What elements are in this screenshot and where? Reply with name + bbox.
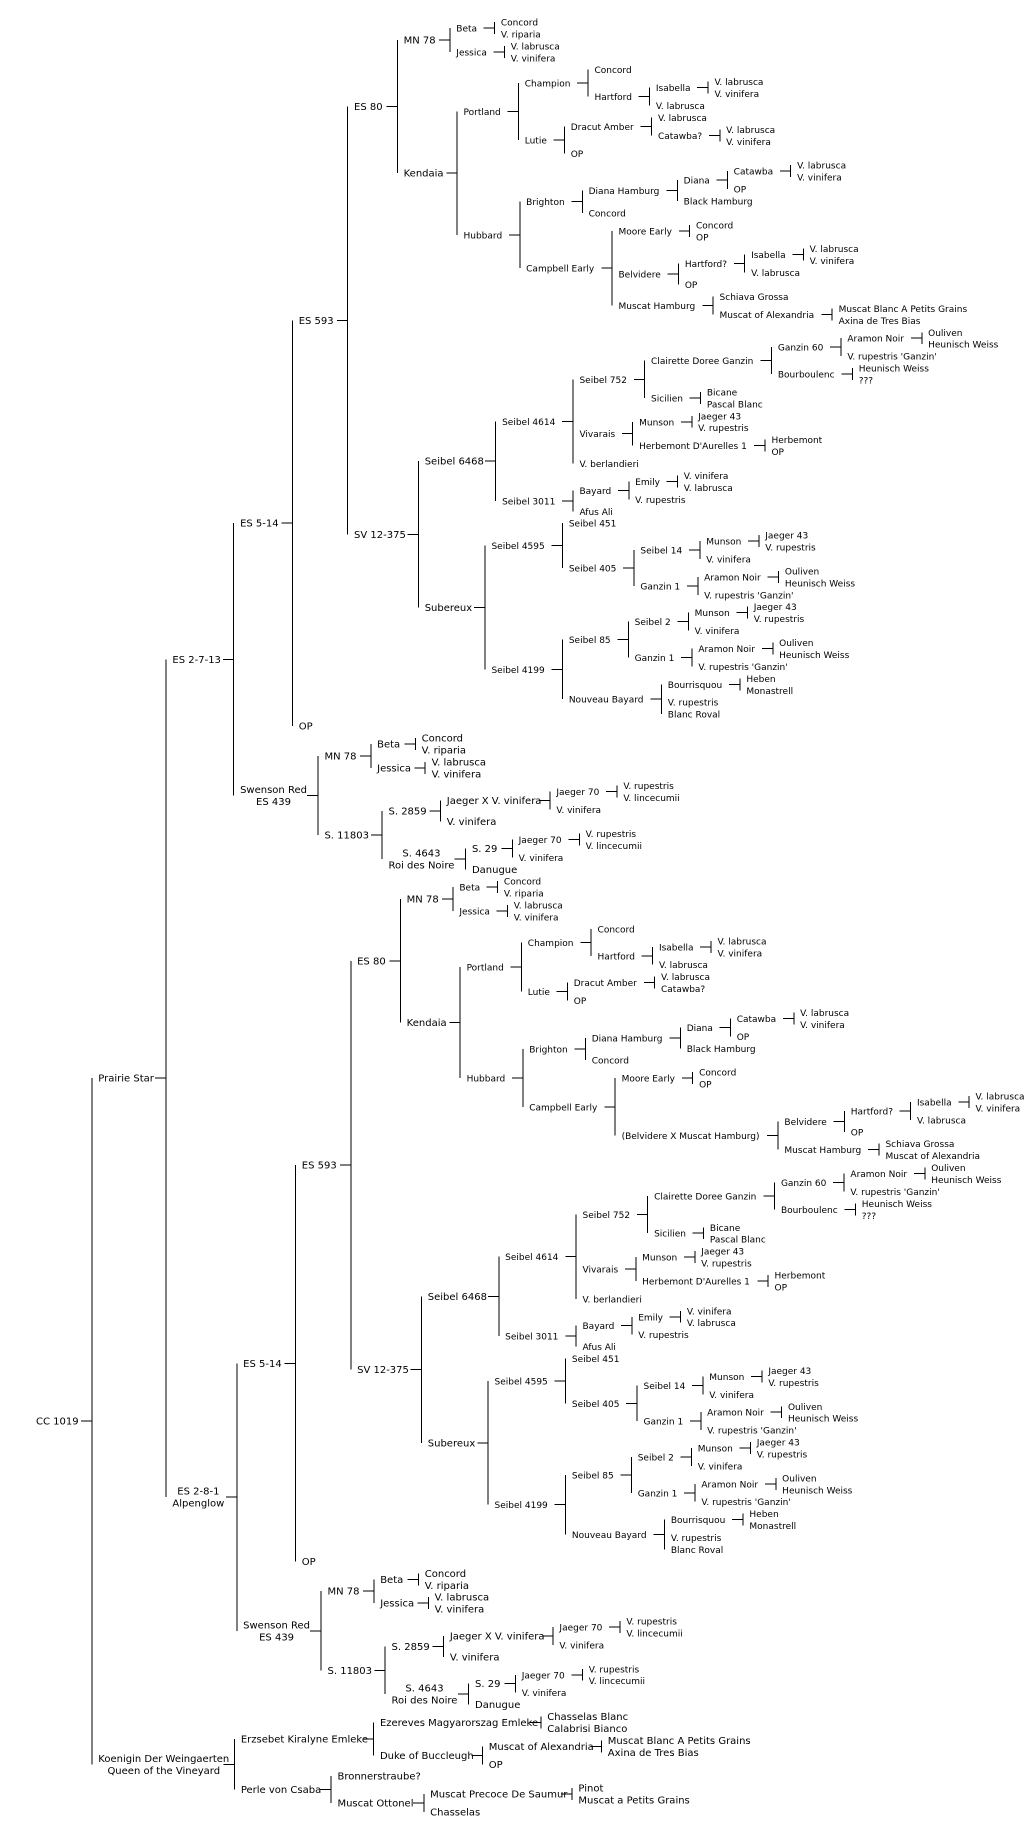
node-seibel-405: Seibel 405 bbox=[571, 1399, 620, 1410]
node-v-labrusca: V. labrusca bbox=[434, 1592, 490, 1604]
node-herbemont-d-aurelles-1: Herbemont D'Aurelles 1 bbox=[642, 1277, 750, 1288]
node-munson: Munson bbox=[694, 609, 730, 620]
node-v-vinifera: V. vinifera bbox=[975, 1104, 1021, 1115]
node-v-labrusca: V. labrusca bbox=[658, 961, 708, 972]
node-bourrisquou: Bourrisquou bbox=[670, 1516, 726, 1527]
node-nouveau-bayard: Nouveau Bayard bbox=[568, 695, 644, 706]
node-dracut-amber: Dracut Amber bbox=[570, 122, 634, 133]
node-champion: Champion bbox=[527, 938, 574, 949]
node-jaeger-43: Jaeger 43 bbox=[701, 1247, 745, 1258]
node-munson: Munson bbox=[709, 1372, 745, 1383]
node-hubbard: Hubbard bbox=[463, 231, 503, 242]
node-concord: Concord bbox=[594, 66, 632, 77]
node-mn-78: MN 78 bbox=[327, 1586, 360, 1598]
node-v-rupestris: V. rupestris bbox=[765, 543, 816, 554]
node-v-labrusca: V. labrusca bbox=[726, 125, 776, 136]
node-v-rupestris-ganzin: V. rupestris 'Ganzin' bbox=[847, 352, 937, 363]
node-jessica: Jessica bbox=[377, 763, 412, 775]
node-danugue: Danugue bbox=[471, 864, 518, 876]
node-seibel-14: Seibel 14 bbox=[640, 546, 683, 557]
node-v-labrusca: V. labrusca bbox=[800, 1008, 850, 1019]
node-v-vinifera: V. vinifera bbox=[797, 173, 842, 184]
node-concord: Concord bbox=[597, 925, 635, 936]
node-v-rupestris-ganzin: V. rupestris 'Ganzin' bbox=[701, 1498, 791, 1509]
node-aramon-noir: Aramon Noir bbox=[698, 645, 755, 655]
node-emily: Emily bbox=[638, 1313, 663, 1324]
node-v-labrusca: V. labrusca bbox=[975, 1092, 1025, 1103]
node-pascal-blanc: Pascal Blanc bbox=[709, 1235, 766, 1246]
node-hartford: Hartford bbox=[594, 93, 632, 104]
node-s-2859: S. 2859 bbox=[391, 1641, 430, 1653]
node-lutie: Lutie bbox=[524, 136, 547, 147]
node-op: OP bbox=[736, 1032, 750, 1043]
node-v-lincecumii: V. lincecumii bbox=[623, 794, 680, 805]
node-heunisch-weiss: Heunisch Weiss bbox=[861, 1199, 932, 1210]
node-herbemont: Herbemont bbox=[774, 1271, 826, 1282]
node-swenson-red-es-439: Swenson Red ES 439 bbox=[240, 784, 307, 808]
node-catawba: Catawba? bbox=[661, 985, 706, 996]
node-bourboulenc: Bourboulenc bbox=[777, 370, 835, 381]
node-v-vinifera: V. vinifera bbox=[717, 949, 763, 960]
node-black-hamburg: Black Hamburg bbox=[686, 1044, 756, 1055]
node-axina-de-tres-bias: Axina de Tres Bias bbox=[838, 316, 921, 327]
node-v-labrusca: V. labrusca bbox=[513, 901, 563, 912]
node-bourrisquou: Bourrisquou bbox=[667, 680, 723, 691]
node-munson: Munson bbox=[642, 1253, 678, 1264]
node-op: OP bbox=[570, 149, 584, 160]
node-isabella: Isabella bbox=[916, 1098, 952, 1109]
node-v-rupestris: V. rupestris bbox=[753, 615, 805, 626]
node-sv-12-375: SV 12-375 bbox=[354, 529, 406, 541]
node-swenson-red-es-439: Swenson Red ES 439 bbox=[243, 1620, 311, 1644]
node-concord: Concord bbox=[588, 209, 626, 220]
node-concord: Concord bbox=[696, 221, 734, 232]
node-concord: Concord bbox=[424, 1568, 467, 1580]
node-ganzin-60: Ganzin 60 bbox=[777, 343, 824, 354]
node-campbell-early: Campbell Early bbox=[529, 1103, 598, 1114]
node-catawba: Catawba bbox=[736, 1014, 777, 1025]
node-v-labrusca: V. labrusca bbox=[714, 78, 764, 89]
node-heben: Heben bbox=[746, 674, 776, 685]
node-clairette-doree-ganzin: Clairette Doree Ganzin bbox=[651, 357, 754, 368]
node-v-vinifera: V. vinifera bbox=[559, 1641, 605, 1652]
node-axina-de-tres-bias: Axina de Tres Bias bbox=[607, 1747, 699, 1759]
node-muscat-blanc-a-petits-grains: Muscat Blanc A Petits Grains bbox=[607, 1735, 751, 1747]
node-ouliven: Ouliven bbox=[782, 1474, 817, 1485]
node-v-vinifera: V. vinifera bbox=[556, 806, 602, 817]
node-herbemont: Herbemont bbox=[771, 436, 823, 447]
node-v-labrusca: V. labrusca bbox=[717, 937, 767, 948]
node-afus-ali: Afus Ali bbox=[582, 1343, 616, 1354]
node-concord: Concord bbox=[500, 18, 539, 29]
node-seibel-4199: Seibel 4199 bbox=[491, 665, 545, 676]
node-v-labrusca: V. labrusca bbox=[916, 1116, 966, 1127]
node-v-riparia: V. riparia bbox=[424, 1580, 470, 1592]
node-v-lincecumii: V. lincecumii bbox=[585, 841, 642, 852]
node-hubbard: Hubbard bbox=[466, 1074, 506, 1085]
node-seibel-2: Seibel 2 bbox=[634, 618, 671, 629]
node-seibel-6468: Seibel 6468 bbox=[424, 456, 484, 468]
node-muscat-of-alexandria: Muscat of Alexandria bbox=[885, 1152, 981, 1163]
node-hartford: Hartford bbox=[597, 952, 635, 963]
node-clairette-doree-ganzin: Clairette Doree Ganzin bbox=[654, 1192, 757, 1203]
node-munson: Munson bbox=[706, 537, 742, 548]
node-jaeger-x-v-vinifera: Jaeger X V. vinifera bbox=[446, 796, 542, 808]
node-jaeger-70: Jaeger 70 bbox=[518, 835, 562, 846]
node-muscat-of-alexandria: Muscat of Alexandria bbox=[719, 310, 815, 321]
node-bourboulenc: Bourboulenc bbox=[780, 1205, 838, 1216]
node-chasselas: Chasselas bbox=[430, 1807, 481, 1819]
node-muscat-ottonel: Muscat Ottonel bbox=[337, 1798, 414, 1810]
node-v-vinifera: V. vinifera bbox=[697, 1462, 743, 1473]
node-v-vinifera: V. vinifera bbox=[431, 769, 482, 781]
node-herbemont-d-aurelles-1: Herbemont D'Aurelles 1 bbox=[639, 442, 747, 453]
node-jaeger-43: Jaeger 43 bbox=[756, 1438, 800, 1449]
node-v-vinifera: V. vinifera bbox=[449, 1652, 500, 1664]
node-ouliven: Ouliven bbox=[787, 1402, 823, 1413]
node-op: OP bbox=[298, 721, 313, 733]
node-jaeger-43: Jaeger 43 bbox=[698, 412, 742, 423]
node-v-rupestris: V. rupestris bbox=[670, 1534, 722, 1545]
node-aramon-noir: Aramon Noir bbox=[701, 1480, 759, 1491]
node-mn-78: MN 78 bbox=[406, 894, 439, 906]
node-v-vinifera: V. vinifera bbox=[521, 1689, 567, 1700]
node-jaeger-43: Jaeger 43 bbox=[765, 531, 809, 542]
node-es-5-14: ES 5-14 bbox=[243, 1358, 282, 1370]
node-v-labrusca: V. labrusca bbox=[431, 757, 487, 769]
node-v-labrusca: V. labrusca bbox=[510, 42, 560, 53]
node-s-4643-roi-des-noire: S. 4643 Roi des Noire bbox=[388, 848, 455, 872]
node-heunisch-weiss: Heunisch Weiss bbox=[787, 1414, 859, 1425]
node-v-rupestris: V. rupestris bbox=[638, 1331, 689, 1342]
node-ezereves-magyarorszag-emleke: Ezereves Magyarorszag Emleke bbox=[379, 1718, 539, 1729]
node-node: ??? bbox=[861, 1211, 877, 1222]
node-schiava-grossa: Schiava Grossa bbox=[719, 292, 789, 303]
node-v-labrusca: V. labrusca bbox=[751, 269, 801, 280]
node-sv-12-375: SV 12-375 bbox=[357, 1365, 409, 1377]
node-jaeger-43: Jaeger 43 bbox=[768, 1366, 812, 1377]
node-seibel-4614: Seibel 4614 bbox=[502, 417, 556, 428]
node-v-rupestris: V. rupestris bbox=[756, 1450, 808, 1461]
node-v-berlandieri: V. berlandieri bbox=[582, 1295, 642, 1306]
node-es-593: ES 593 bbox=[301, 1160, 337, 1172]
node-seibel-451: Seibel 451 bbox=[568, 519, 617, 530]
node-isabella: Isabella bbox=[655, 84, 691, 95]
node-concord: Concord bbox=[503, 877, 542, 888]
node-monastrell: Monastrell bbox=[749, 1522, 797, 1533]
node-sicilien: Sicilien bbox=[654, 1229, 687, 1240]
node-jaeger-x-v-vinifera: Jaeger X V. vinifera bbox=[449, 1631, 545, 1643]
node-op: OP bbox=[771, 448, 784, 459]
node-emily: Emily bbox=[635, 477, 660, 488]
node-v-rupestris: V. rupestris bbox=[768, 1378, 819, 1389]
node-op: OP bbox=[488, 1759, 503, 1771]
node-op: OP bbox=[684, 281, 698, 292]
node-op: OP bbox=[774, 1283, 788, 1294]
node-bicane: Bicane bbox=[706, 388, 738, 399]
node-ganzin-1: Ganzin 1 bbox=[637, 1489, 678, 1500]
node-isabella: Isabella bbox=[751, 251, 786, 262]
node-chasselas-blanc: Chasselas Blanc bbox=[547, 1712, 629, 1724]
node-v-riparia: V. riparia bbox=[500, 30, 541, 41]
node-es-5-14: ES 5-14 bbox=[240, 518, 279, 530]
node-es-593: ES 593 bbox=[298, 315, 334, 327]
node-moore-early: Moore Early bbox=[621, 1074, 675, 1085]
node-v-rupestris-ganzin: V. rupestris 'Ganzin' bbox=[850, 1187, 940, 1198]
node-v-rupestris: V. rupestris bbox=[626, 1617, 677, 1628]
node-beta: Beta bbox=[377, 739, 401, 751]
node-s-29: S. 29 bbox=[471, 843, 498, 855]
node-aramon-noir: Aramon Noir bbox=[707, 1408, 764, 1419]
node-prairie-star: Prairie Star bbox=[98, 1073, 154, 1085]
node-black-hamburg: Black Hamburg bbox=[683, 197, 753, 208]
node-beta: Beta bbox=[459, 883, 481, 894]
node-s-11803: S. 11803 bbox=[324, 830, 369, 842]
node-v-rupestris: V. rupestris bbox=[635, 495, 686, 506]
node-munson: Munson bbox=[639, 418, 675, 429]
node-v-lincecumii: V. lincecumii bbox=[588, 1677, 646, 1688]
node-muscat-blanc-a-petits-grains: Muscat Blanc A Petits Grains bbox=[838, 304, 968, 315]
node-op: OP bbox=[573, 997, 587, 1008]
node-heunisch-weiss: Heunisch Weiss bbox=[931, 1176, 1002, 1187]
node-seibel-4595: Seibel 4595 bbox=[491, 542, 545, 553]
node-portland: Portland bbox=[463, 108, 501, 118]
node-muscat-precoce-de-saumur: Muscat Precoce De Saumur bbox=[430, 1789, 568, 1801]
node-diana-hamburg: Diana Hamburg bbox=[591, 1034, 663, 1045]
node-v-vinifera: V. vinifera bbox=[726, 137, 771, 148]
node-v-vinifera: V. vinifera bbox=[694, 627, 740, 638]
node-belvidere: Belvidere bbox=[618, 270, 661, 281]
node-seibel-4614: Seibel 4614 bbox=[505, 1253, 559, 1264]
node-node: ??? bbox=[858, 376, 874, 387]
node-ganzin-60: Ganzin 60 bbox=[780, 1179, 827, 1190]
node-v-labrusca: V. labrusca bbox=[655, 102, 705, 113]
node-aramon-noir: Aramon Noir bbox=[847, 334, 905, 345]
node-heunisch-weiss: Heunisch Weiss bbox=[779, 650, 850, 661]
node-monastrell: Monastrell bbox=[746, 686, 794, 697]
node-vivarais: Vivarais bbox=[579, 430, 616, 441]
node-kendaia: Kendaia bbox=[403, 168, 444, 180]
node-s-2859: S. 2859 bbox=[388, 806, 427, 818]
node-duke-of-buccleugh: Duke of Buccleugh bbox=[379, 1750, 474, 1762]
node-heunisch-weiss: Heunisch Weiss bbox=[858, 364, 929, 375]
node-muscat-hamburg: Muscat Hamburg bbox=[618, 301, 696, 312]
node-v-vinifera: V. vinifera bbox=[510, 54, 556, 65]
node-v-rupestris-ganzin: V. rupestris 'Ganzin' bbox=[707, 1426, 797, 1437]
node-isabella: Isabella bbox=[658, 943, 694, 954]
node-seibel-4595: Seibel 4595 bbox=[494, 1377, 548, 1388]
node-v-rupestris: V. rupestris bbox=[698, 424, 749, 435]
node-v-riparia: V. riparia bbox=[503, 889, 544, 900]
node-moore-early: Moore Early bbox=[618, 227, 672, 238]
node-nouveau-bayard: Nouveau Bayard bbox=[571, 1531, 647, 1542]
node-concord: Concord bbox=[699, 1068, 737, 1079]
node-perle-von-csaba: Perle von Csaba bbox=[240, 1785, 322, 1797]
node-mn-78: MN 78 bbox=[403, 35, 436, 47]
node-v-vinifera: V. vinifera bbox=[434, 1604, 485, 1616]
node-v-rupestris: V. rupestris bbox=[667, 698, 719, 709]
node-afus-ali: Afus Ali bbox=[579, 507, 613, 518]
node-v-vinifera: V. vinifera bbox=[714, 90, 760, 101]
node-es-80: ES 80 bbox=[357, 956, 386, 968]
node-ouliven: Ouliven bbox=[779, 639, 814, 650]
node-seibel-752: Seibel 752 bbox=[582, 1211, 631, 1222]
node-op: OP bbox=[733, 185, 747, 196]
node-bayard: Bayard bbox=[582, 1322, 615, 1333]
node-muscat-a-petits-grains: Muscat a Petits Grains bbox=[578, 1795, 690, 1807]
node-es-2-8-1-alpenglow: ES 2-8-1 Alpenglow bbox=[172, 1486, 225, 1510]
node-koenigin-der-weingaerten-queen-of-the-vineyard: Koenigin Der Weingaerten Queen of the Vineyard bbox=[98, 1753, 230, 1777]
node-munson: Munson bbox=[697, 1444, 733, 1455]
node-seibel-3011: Seibel 3011 bbox=[505, 1332, 559, 1343]
node-s-4643-roi-des-noire: S. 4643 Roi des Noire bbox=[391, 1683, 458, 1707]
node-ganzin-1: Ganzin 1 bbox=[640, 582, 681, 593]
node-heben: Heben bbox=[749, 1510, 779, 1521]
node-v-vinifera: V. vinifera bbox=[686, 1307, 732, 1318]
node-seibel-2: Seibel 2 bbox=[637, 1453, 674, 1464]
node-v-labrusca: V. labrusca bbox=[809, 245, 859, 256]
node-calabrisi-bianco: Calabrisi Bianco bbox=[547, 1723, 628, 1735]
node-subereux: Subereux bbox=[424, 602, 473, 614]
node-diana: Diana bbox=[683, 176, 710, 187]
node-blanc-roval: Blanc Roval bbox=[667, 710, 721, 721]
node-diana-hamburg: Diana Hamburg bbox=[588, 187, 660, 198]
node-erzsebet-kiralyne-emleke: Erzsebet Kiralyne Emleke bbox=[240, 1734, 369, 1746]
node-ouliven: Ouliven bbox=[928, 328, 963, 339]
node-v-vinifera: V. vinifera bbox=[800, 1020, 845, 1031]
node-v-labrusca: V. labrusca bbox=[661, 973, 711, 984]
node-jaeger-70: Jaeger 70 bbox=[559, 1623, 603, 1634]
node-ouliven: Ouliven bbox=[784, 567, 820, 578]
node-belvidere-x-muscat-hamburg: (Belvidere X Muscat Hamburg) bbox=[621, 1132, 760, 1143]
node-pascal-blanc: Pascal Blanc bbox=[706, 400, 763, 411]
node-bronnerstraube: Bronnerstraube? bbox=[337, 1771, 421, 1783]
node-seibel-85: Seibel 85 bbox=[568, 636, 611, 647]
node-jessica: Jessica bbox=[459, 907, 490, 918]
node-beta: Beta bbox=[380, 1574, 404, 1586]
node-v-labrusca: V. labrusca bbox=[686, 1319, 736, 1330]
node-schiava-grossa: Schiava Grossa bbox=[885, 1140, 955, 1151]
node-seibel-14: Seibel 14 bbox=[643, 1381, 686, 1392]
node-concord: Concord bbox=[421, 733, 464, 745]
node-hartford: Hartford? bbox=[850, 1107, 893, 1118]
node-vivarais: Vivarais bbox=[582, 1265, 619, 1276]
node-muscat-of-alexandria: Muscat of Alexandria bbox=[488, 1741, 594, 1753]
node-aramon-noir: Aramon Noir bbox=[704, 573, 761, 584]
node-dracut-amber: Dracut Amber bbox=[573, 979, 637, 990]
node-portland: Portland bbox=[466, 963, 504, 974]
node-jaeger-70: Jaeger 70 bbox=[556, 788, 600, 799]
node-v-rupestris: V. rupestris bbox=[588, 1665, 640, 1676]
node-v-berlandieri: V. berlandieri bbox=[579, 460, 639, 471]
node-brighton: Brighton bbox=[526, 198, 565, 209]
node-es-2-7-13: ES 2-7-13 bbox=[172, 654, 221, 666]
node-ganzin-1: Ganzin 1 bbox=[643, 1417, 684, 1428]
node-blanc-roval: Blanc Roval bbox=[670, 1545, 724, 1556]
node-v-rupestris: V. rupestris bbox=[623, 782, 674, 793]
node-v-riparia: V. riparia bbox=[421, 745, 466, 757]
node-bicane: Bicane bbox=[709, 1223, 741, 1234]
node-v-vinifera: V. vinifera bbox=[809, 257, 855, 268]
node-ganzin-1: Ganzin 1 bbox=[634, 653, 675, 664]
node-v-vinifera: V. vinifera bbox=[709, 1390, 754, 1401]
node-v-labrusca: V. labrusca bbox=[797, 161, 847, 172]
node-seibel-451: Seibel 451 bbox=[571, 1355, 620, 1366]
node-jaeger-43: Jaeger 43 bbox=[753, 603, 797, 614]
node-brighton: Brighton bbox=[529, 1045, 568, 1056]
node-heunisch-weiss: Heunisch Weiss bbox=[928, 340, 999, 351]
node-lutie: Lutie bbox=[527, 988, 550, 999]
node-campbell-early: Campbell Early bbox=[526, 264, 595, 275]
node-muscat-hamburg: Muscat Hamburg bbox=[784, 1146, 862, 1157]
node-belvidere: Belvidere bbox=[784, 1117, 827, 1128]
node-v-vinifera: V. vinifera bbox=[446, 817, 497, 829]
node-heunisch-weiss: Heunisch Weiss bbox=[784, 579, 856, 590]
node-catawba: Catawba bbox=[733, 167, 774, 178]
node-pinot: Pinot bbox=[578, 1783, 604, 1795]
node-v-rupestris: V. rupestris bbox=[701, 1259, 752, 1270]
node-catawba: Catawba? bbox=[657, 131, 703, 142]
node-v-vinifera: V. vinifera bbox=[683, 471, 729, 482]
node-seibel-4199: Seibel 4199 bbox=[494, 1501, 548, 1512]
node-mn-78: MN 78 bbox=[324, 751, 357, 763]
node-jessica: Jessica bbox=[456, 48, 487, 59]
node-seibel-405: Seibel 405 bbox=[568, 564, 617, 575]
node-seibel-6468: Seibel 6468 bbox=[427, 1291, 487, 1303]
node-sicilien: Sicilien bbox=[651, 394, 683, 405]
node-aramon-noir: Aramon Noir bbox=[850, 1170, 908, 1181]
node-v-lincecumii: V. lincecumii bbox=[626, 1629, 683, 1640]
node-beta: Beta bbox=[456, 24, 478, 35]
node-seibel-752: Seibel 752 bbox=[579, 375, 627, 386]
node-v-labrusca: V. labrusca bbox=[657, 113, 707, 124]
node-v-labrusca: V. labrusca bbox=[683, 483, 733, 494]
node-v-rupestris-ganzin: V. rupestris 'Ganzin' bbox=[704, 591, 794, 602]
node-op: OP bbox=[696, 233, 709, 244]
node-ouliven: Ouliven bbox=[931, 1164, 966, 1175]
node-s-29: S. 29 bbox=[475, 1679, 501, 1691]
node-kendaia: Kendaia bbox=[406, 1017, 447, 1029]
node-bayard: Bayard bbox=[579, 486, 612, 497]
node-jaeger-70: Jaeger 70 bbox=[521, 1671, 565, 1682]
node-op: OP bbox=[850, 1128, 864, 1139]
node-heunisch-weiss: Heunisch Weiss bbox=[782, 1486, 853, 1497]
node-op: OP bbox=[699, 1080, 712, 1091]
node-seibel-85: Seibel 85 bbox=[571, 1471, 614, 1482]
node-subereux: Subereux bbox=[427, 1438, 476, 1450]
node-hartford: Hartford? bbox=[684, 260, 728, 271]
node-jessica: Jessica bbox=[380, 1598, 415, 1610]
node-v-vinifera: V. vinifera bbox=[518, 853, 564, 864]
node-diana: Diana bbox=[686, 1023, 713, 1034]
node-v-rupestris: V. rupestris bbox=[585, 829, 637, 840]
node-cc-1019: CC 1019 bbox=[36, 1416, 79, 1428]
node-op: OP bbox=[301, 1556, 316, 1568]
node-s-11803: S. 11803 bbox=[327, 1665, 373, 1677]
node-seibel-3011: Seibel 3011 bbox=[502, 497, 556, 508]
node-es-80: ES 80 bbox=[354, 102, 383, 114]
node-v-vinifera: V. vinifera bbox=[513, 913, 559, 924]
node-champion: Champion bbox=[524, 79, 571, 90]
node-v-rupestris-ganzin: V. rupestris 'Ganzin' bbox=[698, 662, 788, 673]
node-danugue: Danugue bbox=[475, 1700, 521, 1712]
node-v-vinifera: V. vinifera bbox=[706, 555, 751, 566]
node-concord: Concord bbox=[591, 1056, 629, 1067]
